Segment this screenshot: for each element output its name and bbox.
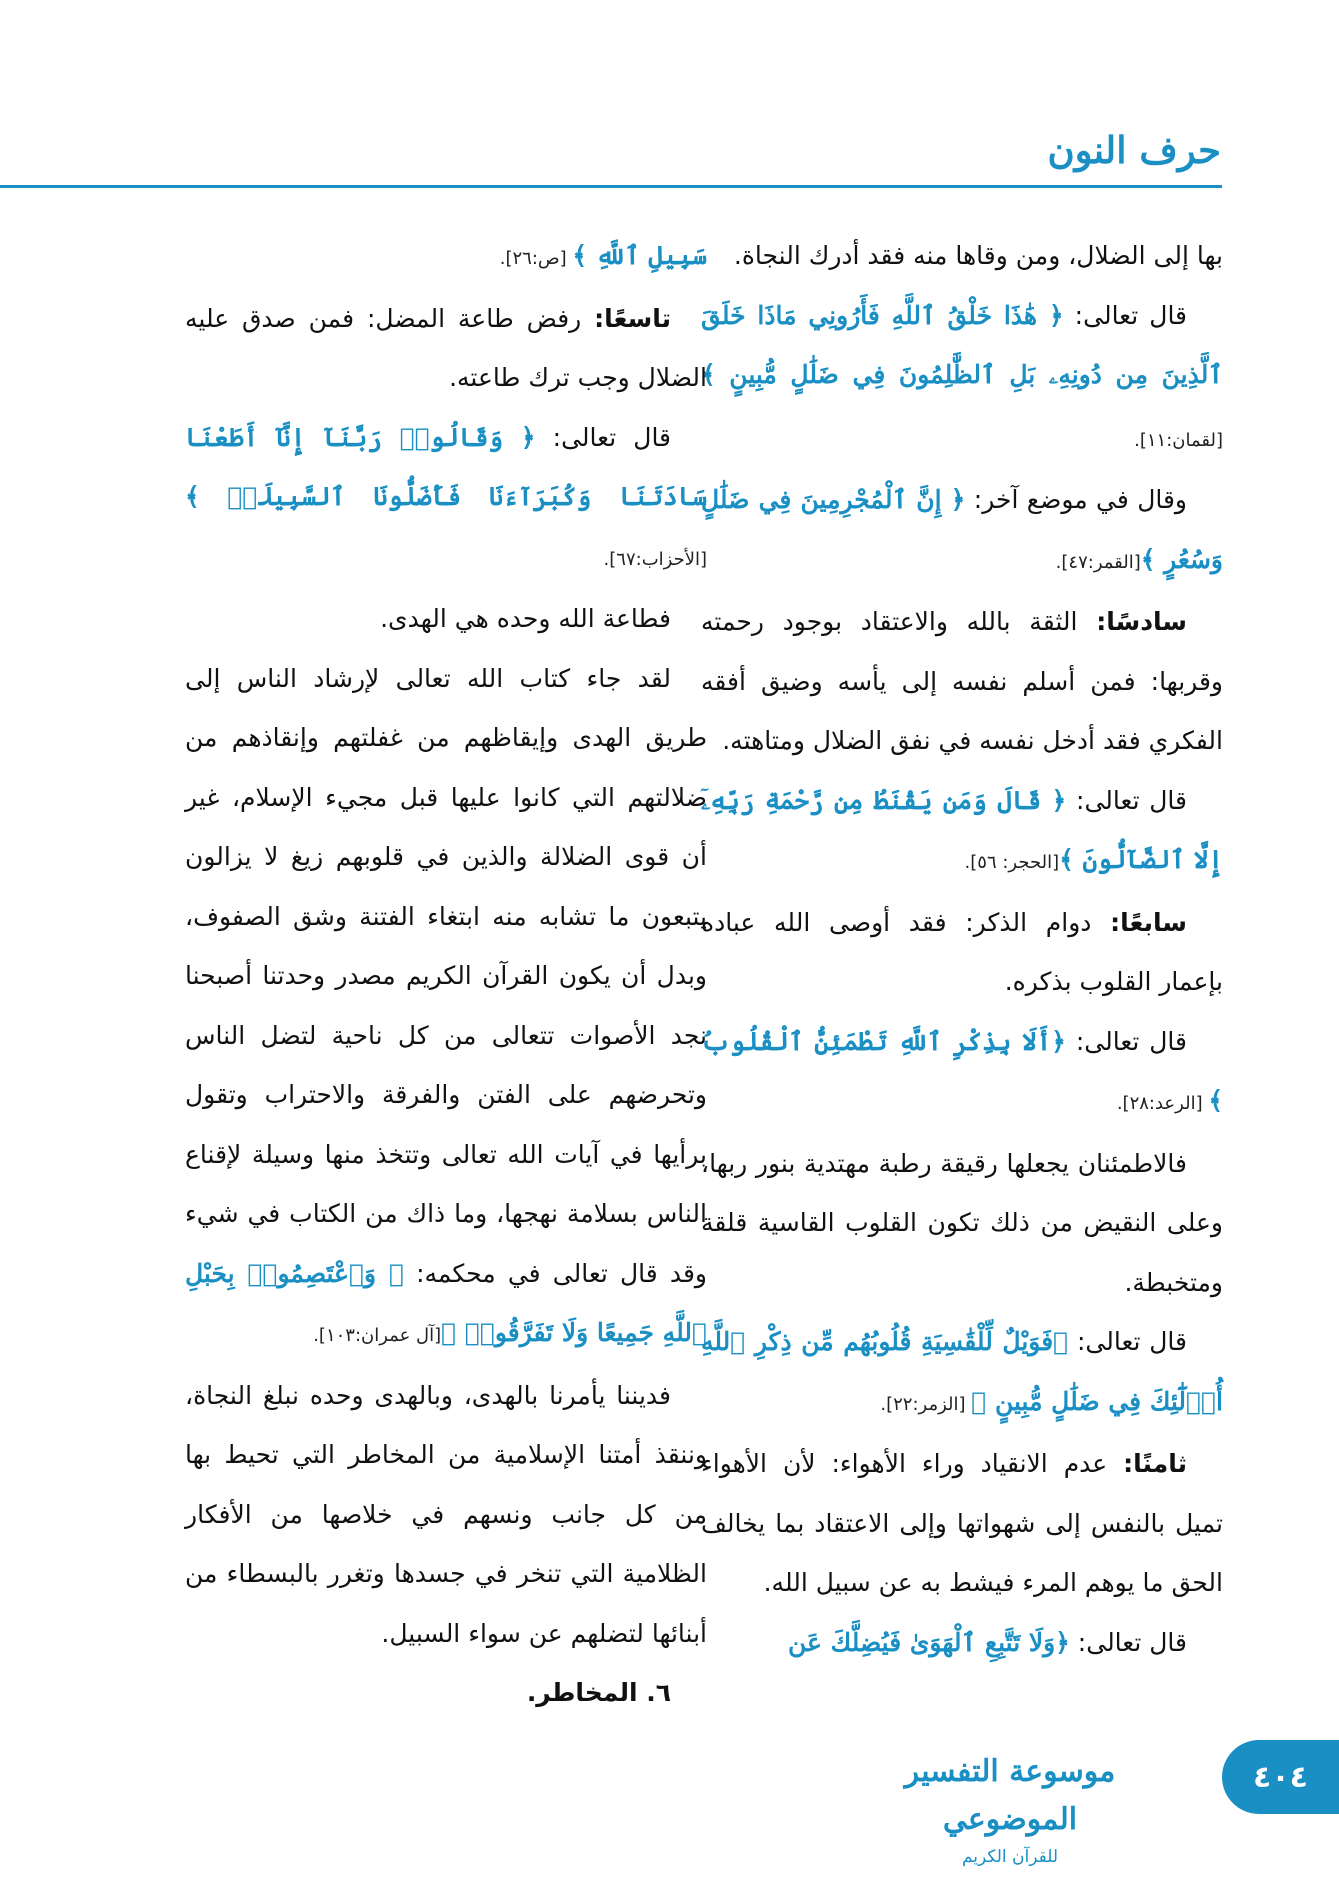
body-text: الثقة بالله والاعتقاد بوجود رحمته وقربها: فمن أسلم نفسه إلى يأسه وضيق أفقه الفكري فقد أدخل نفسه في نفق الضلال ومتاهته. <box>701 607 1223 755</box>
logo-title: موسوعة التفسير الموضوعي <box>904 1754 1116 1837</box>
verse-reference: [الأحزاب:٦٧]. <box>603 548 707 570</box>
paragraph <box>701 286 1223 471</box>
body-text: رفض طاعة المضل: فمن صدق عليه الضلال وجب ترك طاعته. <box>185 303 707 392</box>
paragraph <box>701 893 1223 1012</box>
logo-subtitle: للقرآن الكريم <box>961 1847 1059 1867</box>
chapter-title: حرف النون <box>1047 128 1221 172</box>
paragraph <box>701 771 1223 893</box>
paragraph <box>185 1366 707 1664</box>
paragraph <box>185 649 707 1366</box>
paragraph <box>185 1663 707 1723</box>
quran-verse: ﴿ وَٱعْتَصِمُوا۟ بِحَبْلِ ٱللَّهِ جَمِيعًا وَلَا تَفَرَّقُوا۟ ﴾ <box>185 1258 707 1347</box>
quran-verse: سَبِيلِ ٱللَّهِ ﴾ <box>572 241 707 270</box>
paragraph <box>185 289 707 408</box>
paragraph <box>701 470 1223 592</box>
body-text: بها إلى الضلال، ومن وقاها منه فقد أدرك النجاة. <box>733 241 1223 270</box>
paragraph <box>185 226 707 289</box>
paragraph <box>701 1434 1223 1613</box>
quran-verse: ﴿فَوَيْلٌ لِّلْقَٰسِيَةِ قُلُوبُهُم مِّن ذِكْرِ ٱللَّهِ أُو۟لَٰٓئِكَ فِي ضَلَٰلٍ مُّبِينٍ ﴾ <box>701 1327 1223 1416</box>
page-number-badge <box>1222 1740 1339 1814</box>
body-text: قال تعالى: <box>535 422 672 452</box>
paragraph <box>701 1134 1223 1313</box>
verse-reference: [الرعد:٢٨]. <box>1116 1093 1209 1114</box>
body-text: فطاعة الله وحده هي الهدى. <box>380 604 671 633</box>
body-text: قال تعالى: <box>1069 1627 1187 1657</box>
paragraph <box>185 408 707 590</box>
section-heading: ٦. المخاطر. <box>526 1678 671 1707</box>
quran-verse: ﴿وَلَا تَتَّبِعِ ٱلْهَوَىٰ فَيُضِلَّكَ عَن <box>787 1627 1070 1657</box>
paragraph <box>185 589 707 649</box>
page-number: ٤٠٤ <box>1253 1759 1308 1795</box>
body-text: لقد جاء كتاب الله تعالى لإرشاد الناس إلى طريق الهدى وإيقاظهم من غفلتهم وإنقاذهم من ضلالتهم التي كانوا عليها قبل مجيء الإسلام، غير أن قوى الضلالة والذين في قلوبهم زيغ لا يزالون يتبعون ما تشابه منه ابتغاء الفتنة وشق الصفوف، وبدل أن يكون القرآن الكريم مصدر وحدتنا أصبحنا نجد الأصوات تتعالى من كل ناحية لتضل الناس وتحرضهم على الفتن والفرقة والاحتراب وتقول برأيها في آيات الله تعالى وتتخذ منها وسيلة لإقناع الناس بسلامة نهجها، وما ذاك من الكتاب في شيء وقد قال تعالى في محكمه: <box>185 663 707 1288</box>
section-heading: سابعًا: <box>1110 907 1187 937</box>
verse-reference: [لقمان:١١]. <box>1134 429 1223 451</box>
verse-reference: [الزمر:٢٢]. <box>880 1393 972 1415</box>
verse-reference: [ص:٢٦]. <box>499 248 573 269</box>
paragraph <box>701 1312 1223 1434</box>
body-text: قال تعالى: <box>1063 300 1188 330</box>
quran-verse: ﴿ وَقَالُوا۟ رَبَّنَآ إِنَّآ أَطَعْنَا سَادَتَنَا وَكُبَرَآءَنَا فَأَضَلُّونَا ٱلسَّبِيلَا۠ ﴾ <box>185 422 707 511</box>
quran-verse: ﴿ هَٰذَا خَلْقُ ٱللَّهِ فَأَرُونِي مَاذَا خَلَقَ ٱلَّذِينَ مِن دُونِهِۦ بَلِ ٱلظَّٰلِمُونَ فِي ضَلَٰلٍ مُّبِينٍ ﴾ <box>701 300 1223 389</box>
section-heading: ثامنًا: <box>1123 1449 1187 1478</box>
section-heading: تاسعًا: <box>594 303 671 333</box>
verse-reference: [الحجر: ٥٦]. <box>964 852 1060 873</box>
body-text: فالاطمئنان يجعلها رقيقة رطبة مهتدية بنور ربها، وعلى النقيض من ذلك تكون القلوب القاسية قلقة ومتخبطة. <box>701 1148 1223 1297</box>
verse-reference: [القمر:٤٧]. <box>1055 551 1141 573</box>
paragraph <box>701 226 1223 286</box>
section-heading: سادسًا: <box>1096 607 1187 636</box>
paragraph <box>701 1613 1223 1673</box>
quran-verse: ﴿ قَالَ وَمَن يَقْنَطُ مِن رَّحْمَةِ رَبِّهِۦٓ إِلَّا ٱلضَّآلُّونَ ﴾ <box>701 785 1223 874</box>
body-text: فديننا يأمرنا بالهدى، وبالهدى وحده نبلغ النجاة، وننقذ أمتنا الإسلامية من المخاطر التي تحيط بها من كل جانب ونسهم في خلاصها من الأفكار الظلامية التي تنخر في جسدها وتغرر بالبسطاء من أبنائها لتضلهم عن سواء السبيل. <box>185 1380 707 1648</box>
body-text: قال تعالى: <box>1068 1327 1188 1356</box>
quran-verse: ﴿أَلَا بِذِكْرِ ٱللَّهِ تَطْمَئِنُّ ٱلْقُلُوبُ ﴾ <box>701 1026 1223 1115</box>
body-text: قال تعالى: <box>1066 785 1187 815</box>
body-text: قال تعالى: <box>1065 1026 1187 1056</box>
quran-verse: ﴿ إِنَّ ٱلْمُجْرِمِينَ فِي ضَلَٰلٍ وَسُعُرٍ ﴾ <box>701 485 1223 574</box>
body-text: وقال في موضع آخر: <box>965 485 1187 514</box>
header-rule <box>0 185 1222 188</box>
body-text: عدم الانقياد وراء الأهواء: لأن الأهواء تميل بالنفس إلى شهواتها وإلى الاعتقاد بما يخالف الحق ما يوهم المرء فيشط به عن سبيل الله. <box>701 1449 1223 1597</box>
right-text-column <box>701 226 1223 1672</box>
encyclopedia-logo <box>835 1748 1185 1867</box>
paragraph <box>701 1012 1223 1134</box>
paragraph <box>701 592 1223 771</box>
body-text: دوام الذكر: فقد أوصى الله عباده بإعمار القلوب بذكره. <box>701 907 1223 996</box>
verse-reference: [آل عمران:١٠٣]. <box>313 1325 442 1346</box>
left-text-column <box>185 226 707 1723</box>
